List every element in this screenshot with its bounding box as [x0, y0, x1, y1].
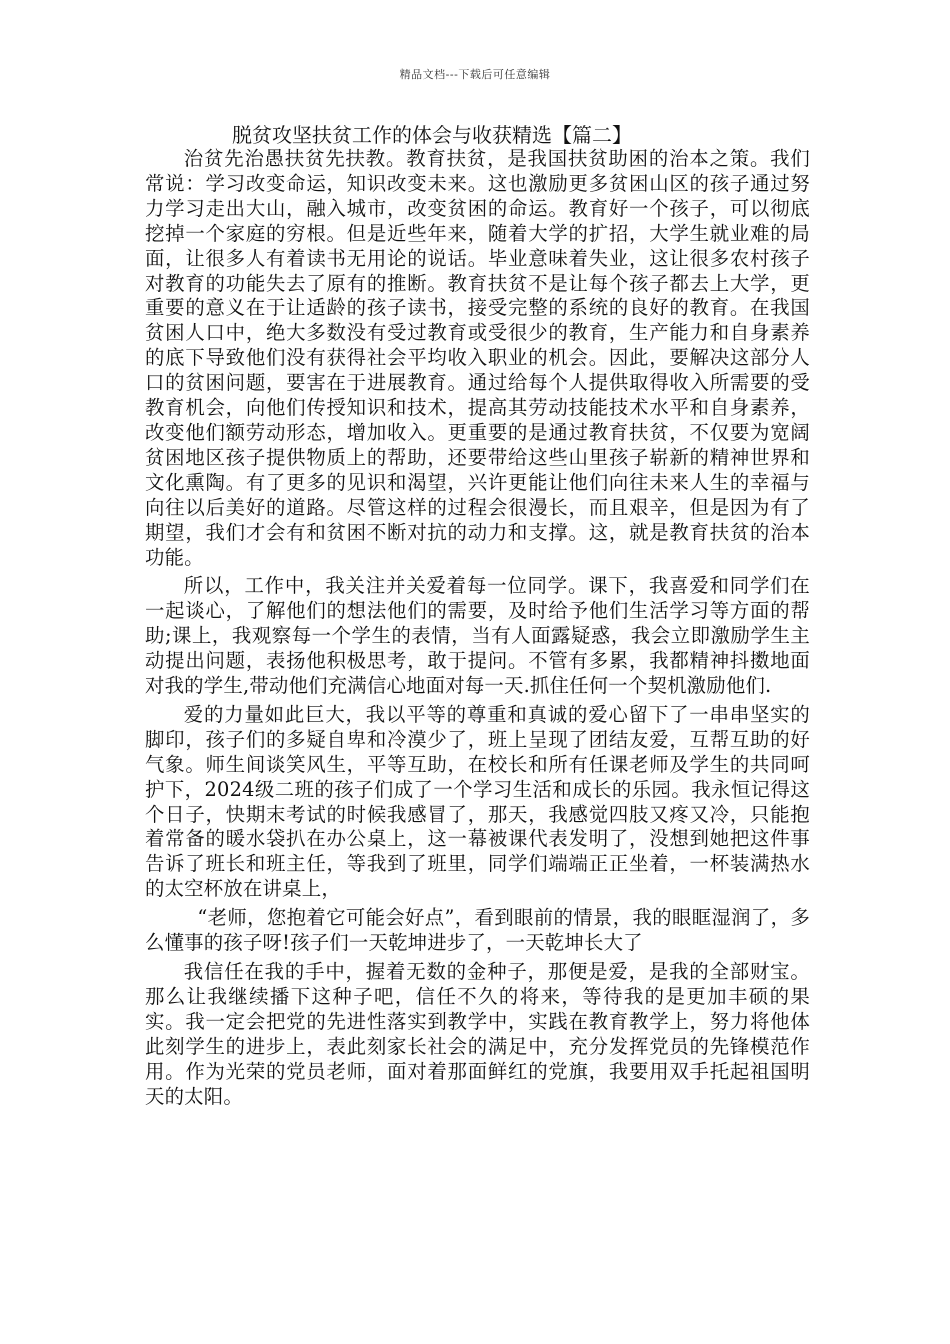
- page-header: 精品文档---下载后可任意编辑: [399, 68, 551, 81]
- paragraph-1: 治贫先治愚扶贫先扶教。教育扶贫，是我国扶贫助困的治本之策。我们常说：学习改变命运，知识改变未来。这也激励更多贫困山区的孩子通过努力学习走出大山，融入城市，改变贫困的命运。教育好一个孩子，可以彻底挖掉一个家庭的穷根。但是近些年来，随着大学的扩招，大学生就业难的局面，让很多人有着读书无用论的说话。毕业意味着失业，这让很多农村孩子对教育的功能失去了原有的推断。教育扶贫不是让每个孩子都去上大学，更重要的意义在于让适龄的孩子读书，接受完整的系统的良好的教育。在我国贫困人口中，绝大多数没有受过教育或受很少的教育，生产能力和自身素养的底下导致他们没有获得社会平均收入职业的机会。因此，要解决这部分人口的贫困问题，要害在于进展教育。通过给每个人提供取得收入所需要的受教育机会，向他们传授知识和技术，提高其劳动技能技术水平和自身素养，改变他们额劳动形态，增加收入。更重要的是通过教育扶贫，不仅要为宽阔贫困地区孩子提供物质上的帮助，还要带给这些山里孩子崭新的精神世界和文化熏陶。有了更多的见识和渴望，兴许更能让他们向往未来人生的幸福与向往以后美好的道路。尽管这样的过程会很漫长，而且艰辛，但是因为有了期望，我们才会有和贫困不断对抗的动力和支撑。这，就是教育扶贫的治本功能。: [145, 147, 810, 569]
- paragraph-3: 爱的力量如此巨大，我以平等的尊重和真诚的爱心留下了一串串坚实的脚印，孩子们的多疑自卑和冷漠少了，班上呈现了团结友爱，互帮互助的好气象。师生间谈笑风生，平等互助，在校长和所有任课老师及学生的共同呵护下，2024级二班的孩子们成了一个学习生活和成长的乐园。我永恒记得这个日子，快期末考试的时候我感冒了，那天，我感觉四肢又疼又冷，只能抱着常备的暖水袋扒在办公桌上，这一幕被课代表发明了，没想到她把这件事告诉了班长和班主任，等我到了班里，同学们端端正正坐着，一杯装满热水的太空杯放在讲桌上，: [145, 702, 810, 901]
- document-body: [145, 147, 810, 1113]
- paragraph-4-quote: “老师，您抱着它可能会好点”，看到眼前的情景，我的眼眶湿润了，多么懂事的孩子呀!孩子们一天乾坤进步了，一天乾坤长大了: [145, 906, 810, 955]
- paragraph-2: 所以，工作中，我关注并关爱着每一位同学。课下，我喜爱和同学们在一起谈心，了解他们的想法他们的需要，及时给予他们生活学习等方面的帮助;课上，我观察每一个学生的表情，当有人面露疑惑，我会立即激励学生主动提出问题，表扬他积极思考，敢于提问。不管有多累，我都精神抖擞地面对我的学生,带动他们充满信心地面对每一天.抓住任何一个契机激励他们.: [145, 574, 810, 698]
- paragraph-5: 我信任在我的手中，握着无数的金种子，那便是爱，是我的全部财宝。那么让我继续播下这种子吧，信任不久的将来，等待我的是更加丰硕的果实。我一定会把党的先进性落实到教学中，实践在教育教学上，努力将他体此刻学生的进步上，表此刻家长社会的满足中，充分发挥党员的先锋模范作用。作为光荣的党员老师，面对着那面鲜红的党旗，我要用双手托起祖国明天的太阳。: [145, 960, 810, 1108]
- document-title: 脱贫攻坚扶贫工作的体会与收获精选【篇二】: [232, 123, 632, 147]
